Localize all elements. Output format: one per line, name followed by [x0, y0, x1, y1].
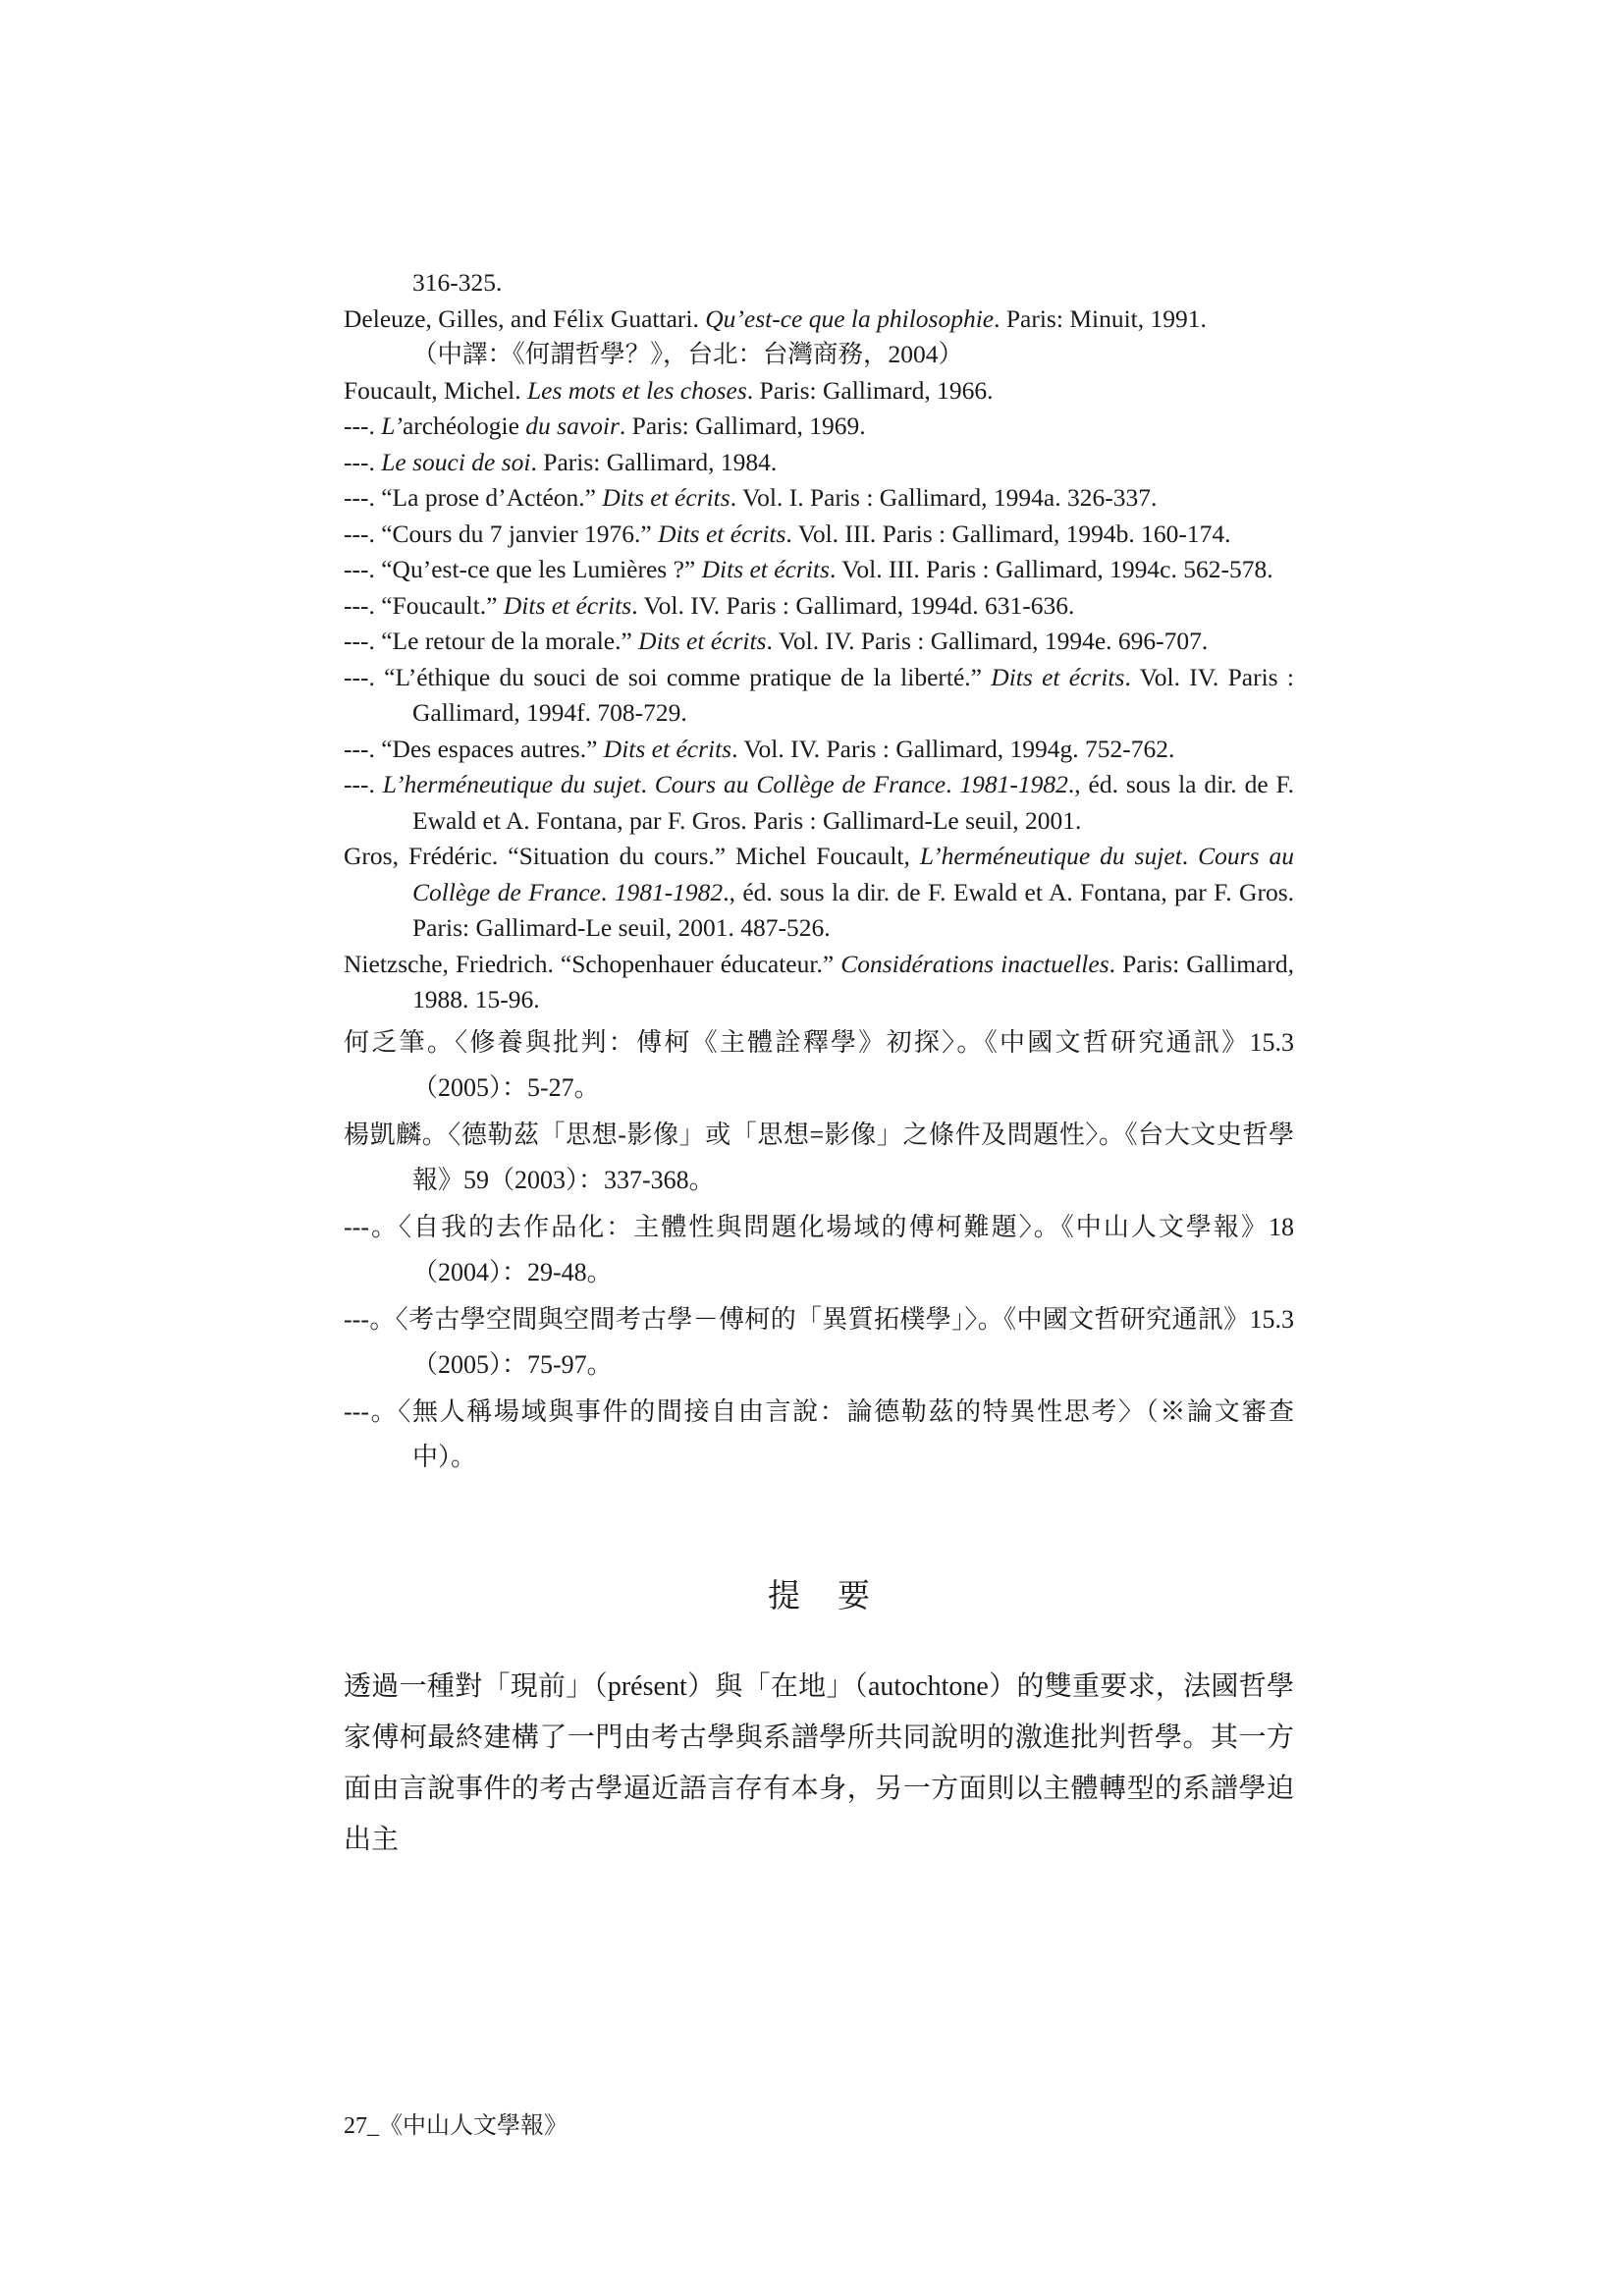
reference-entry	[344, 624, 1294, 660]
reference-text: ., éd. sous la dir. de F. Ewald et A. Fontana, par F. Gros. Paris: Gallimard-Le seuil, 2001. 487-526.	[412, 877, 1301, 942]
reference-text: .	[1181, 842, 1199, 870]
reference-entry	[344, 409, 1294, 445]
reference-title: Les mots et les choses	[526, 375, 747, 405]
reference-text: . Vol. IV. Paris : Gallimard, 1994g. 752-762.	[731, 734, 1175, 763]
reference-text: . Vol. IV. Paris : Gallimard, 1994e. 696-707.	[766, 627, 1209, 655]
reference-continuation	[344, 265, 1294, 301]
bibliography	[344, 265, 1301, 1480]
reference-title: L’herméneutique du sujet	[919, 842, 1182, 870]
reference-text: . Paris: Minuit, 1991.	[994, 303, 1207, 333]
reference-text: . Vol. IV. Paris : Gallimard, 1994d. 631-636.	[631, 590, 1075, 620]
reference-text: （中譯：《何謂哲學？》，台北：台灣商務，2004）	[412, 340, 964, 368]
reference-text: .	[600, 877, 615, 906]
reference-title: Dits et écrits	[991, 662, 1125, 691]
reference-title: Dits et écrits	[602, 483, 730, 512]
reference-entry	[344, 767, 1301, 839]
reference-title: Dits et écrits	[658, 519, 786, 548]
abstract-heading: 提要	[768, 1578, 907, 1614]
reference-text: . Vol. III. Paris : Gallimard, 1994b. 160-174.	[785, 519, 1231, 548]
reference-title: Considérations inactuelles	[840, 949, 1109, 978]
reference-entry	[344, 732, 1294, 768]
reference-text: 楊凱麟。〈德勒茲「思想-影像」或「思想=影像」之條件及問題性〉。《台大文史哲學報》59（2003）：337-368。	[344, 1120, 1294, 1194]
reference-text: . Vol. I. Paris : Gallimard, 1994a. 326-337.	[730, 483, 1158, 512]
reference-text: ---.	[344, 447, 382, 476]
reference-entry	[344, 373, 1294, 410]
reference-text: ., éd. sous la dir. de F. Ewald et A. Fontana, par F. Gros. Paris : Gallimard-Le seuil, 2001.	[412, 770, 1301, 835]
reference-text: ---。〈無人稱場域與事件的間接自由言說：論德勒茲的特異性思考〉（※論文審查中）。	[344, 1396, 1294, 1471]
reference-title: L’	[381, 411, 403, 440]
reference-entry	[344, 1390, 1294, 1480]
reference-text: ---.	[344, 411, 382, 440]
reference-text: ---. “Des espaces autres.”	[344, 734, 604, 763]
reference-title: Dits et écrits	[603, 734, 732, 763]
reference-entry	[344, 588, 1294, 625]
reference-title: Dits et écrits	[503, 590, 632, 620]
reference-text: Foucault, Michel.	[344, 375, 527, 405]
reference-title: du savoir	[525, 411, 620, 440]
reference-entry	[344, 1297, 1294, 1388]
reference-title: Cours au Collège de France	[412, 842, 1301, 906]
reference-title: 1981-1982	[614, 877, 724, 906]
reference-title: Dits et écrits	[701, 555, 830, 583]
reference-text: ---. “Le retour de la morale.”	[344, 627, 639, 655]
reference-text: ---. “L’éthique du souci de soi comme pratique de la liberté.”	[344, 662, 992, 691]
reference-entry	[344, 480, 1294, 517]
reference-text: 316-325.	[412, 268, 503, 297]
reference-text: .	[640, 770, 655, 798]
reference-continuation	[344, 337, 1294, 373]
reference-entry	[344, 660, 1301, 732]
reference-text: ---。〈考古學空間與空間考古學－傅柯的「異質拓樸學」〉。《中國文哲研究通訊》15.3（2005）：75-97。	[344, 1304, 1294, 1379]
reference-entry	[344, 1020, 1294, 1111]
reference-entry	[344, 839, 1301, 947]
reference-text: . Paris: Gallimard, 1969.	[619, 411, 866, 440]
reference-entry	[344, 1205, 1294, 1295]
reference-title: L’herméneutique du sujet	[382, 770, 641, 798]
reference-text: . Vol. IV. Paris : Gallimard, 1994f. 708-729.	[412, 662, 1301, 727]
reference-text: . Vol. III. Paris : Gallimard, 1994c. 562-578.	[829, 555, 1273, 583]
reference-entry	[344, 517, 1294, 553]
reference-text: ---. “Cours du 7 janvier 1976.”	[344, 519, 659, 548]
reference-title: Qu’est-ce que la philosophie	[705, 303, 995, 333]
reference-entry	[344, 445, 1294, 481]
reference-text: 何乏筆。〈修養與批判：傅柯《主體詮釋學》初探〉。《中國文哲研究通訊》15.3（2005）：5-27。	[344, 1027, 1294, 1102]
reference-text: Deleuze, Gilles, and Félix Guattari.	[344, 303, 706, 333]
reference-entry	[344, 1113, 1294, 1203]
reference-title: 1981-1982	[959, 770, 1068, 798]
reference-text: .	[946, 770, 960, 798]
reference-text: ---. “Qu’est-ce que les Lumières ?”	[344, 555, 702, 583]
reference-text: . Paris: Gallimard, 1966.	[746, 375, 994, 405]
page-footer: 27_《中山人文學報》	[344, 2113, 568, 2139]
reference-title: Cours au Collège de France	[654, 770, 946, 798]
reference-text: Gros, Frédéric. “Situation du cours.” Michel Foucault,	[344, 842, 920, 870]
reference-title: Le souci de soi	[381, 447, 531, 476]
reference-text: ---. “Foucault.”	[344, 590, 504, 620]
abstract-body: 透過一種對「現前」（présent）與「在地」（autochtone）的雙重要求，法國哲學家傅柯最終建構了一門由考古學與系譜學所共同說明的激進批判哲學。其一方面由言說事件的考古學逼近語言存有本身，另一方面則以主體轉型的系譜學迫出主	[344, 1670, 1294, 1855]
reference-text: . Paris: Gallimard, 1984.	[530, 447, 778, 476]
reference-text: Nietzsche, Friedrich. “Schopenhauer éducateur.”	[344, 949, 841, 978]
reference-text: ---. “La prose d’Actéon.”	[344, 483, 603, 512]
page-content	[344, 265, 1301, 1866]
reference-text: ---。〈自我的去作品化：主體性與問題化場域的傅柯難題〉。《中山人文學報》18（2004）：29-48。	[344, 1212, 1294, 1286]
reference-text: archéologie	[402, 411, 526, 440]
reference-text: ---.	[344, 770, 383, 798]
reference-title: Dits et écrits	[638, 627, 767, 655]
reference-entry	[344, 301, 1294, 338]
reference-entry	[344, 552, 1294, 588]
reference-text: . Paris: Gallimard, 1988. 15-96.	[412, 949, 1301, 1013]
reference-entry	[344, 947, 1301, 1018]
